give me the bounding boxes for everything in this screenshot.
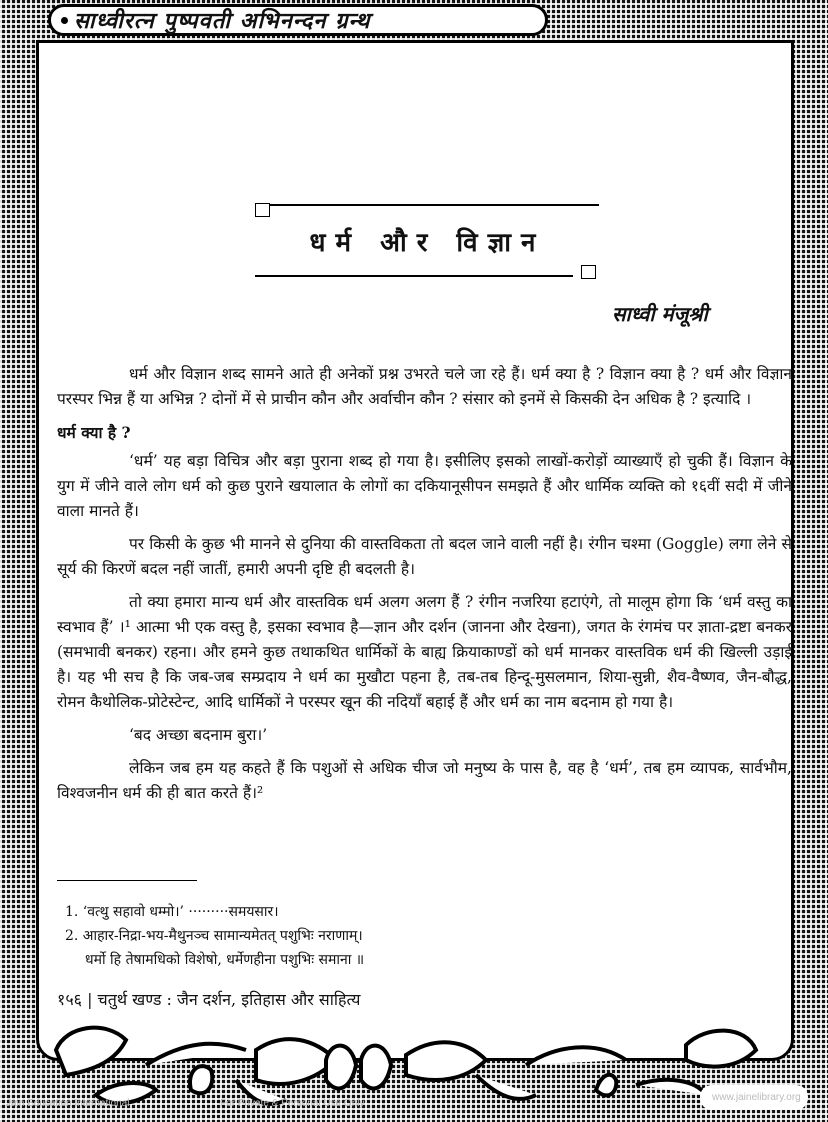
footnote-2-continued: धर्मो हि तेषामधिको विशेषो, धर्मेणहीना पशुभिः समाना ॥ xyxy=(85,952,365,968)
footnote-divider xyxy=(57,880,197,881)
footnote-1: 1. ‘वत्थु सहावो धम्मो।’ ·········समयसार। xyxy=(65,904,279,920)
watermark-right[interactable]: www.jainelibrary.org xyxy=(712,1092,801,1103)
body-paragraph: लेकिन जब हम यह कहते हैं कि पशुओं से अधिक चीज जो मनुष्य के पास है, वह है ‘धर्म’, तब हम व्यापक, सार्वभौम, विश्वजनीन धर्म की ही बात करते हैं।² xyxy=(57,759,792,802)
watermark-left: Jain Education International xyxy=(6,1098,130,1109)
corner-square-icon xyxy=(581,265,596,279)
body-paragraph: पर किसी के कुछ भी मानने से दुनिया की वास्तविकता तो बदल जाने वाली नहीं है। रंगीन चश्मा (Goggle) लगा लेने से सूर्य की किरणें बदल नहीं जातीं, हमारी अपनी दृष्टि ही बदलती है। xyxy=(57,535,792,578)
footer-separator: | xyxy=(87,990,93,1009)
watermark-center: For Private & Personal Use Only xyxy=(220,1098,365,1109)
author-name: साध्वी मंजूश्री xyxy=(612,302,708,326)
title-rule-top xyxy=(269,204,599,206)
footnote-2: 2. आहार-निद्रा-भय-मैथुनञ्च सामान्यमेतत् पशुभिः नराणाम्। xyxy=(65,928,363,944)
floral-vine-ornament-icon xyxy=(36,1020,796,1110)
title-rule-bottom xyxy=(255,275,573,277)
article-body xyxy=(57,362,792,814)
section-heading: धर्म क्या है ? xyxy=(57,423,131,442)
body-paragraph: तो क्या हमारा मान्य धर्म और वास्तविक धर्म अलग अलग हैं ? रंगीन नजरिया हटाएंगे, तो मालूम होगा कि ‘धर्म वस्तु का स्वभाव हैं’ ।¹ आत्मा भी एक वस्तु है, इसका स्वभाव है—ज्ञान और दर्शन (जानना और देखना), जगत के रंगमंच पर ज्ञाता-द्रष्टा बनकर (समभावी बनकर) रहना। और हमने कुछ तथाकथित धार्मिकों के बाह्य क्रियाकाण्डों को धर्म मानकर वास्तविक धर्म की खिल्ली उड़ाई है। यह भी सच है कि जब-जब सम्प्रदाय ने धर्म का मुखौटा पहना है, तब-तब हिन्दू-मुसलमान, शिया-सुन्नी, शैव-वैष्णव, जैन-बौद्ध, रोमन कैथोलिक-प्रोटेस्टेन्ट, आदि धार्मिकों ने परस्पर खून की नदियाँ बहाई हैं और धर्म का नाम बदनाम हो गया है। xyxy=(57,593,792,711)
body-paragraph: ‘धर्म’ यह बड़ा विचित्र और बड़ा पुराना शब्द हो गया है। इसीलिए इसको लाखों-करोड़ों व्याख्याएँ हो चुकी हैं। विज्ञान के युग में जीने वाले लोग धर्म को कुछ पुराने खयालात के लोगों का दकियानूसीपन समझते हैं और धार्मिक व्यक्ति को १६वीं सदी में जीने वाला मानते हैं। xyxy=(57,452,792,520)
intro-paragraph: धर्म और विज्ञान शब्द सामने आते ही अनेकों प्रश्न उभरते चले जा रहे हैं। धर्म क्या है ? विज्ञान क्या है ? धर्म और विज्ञान परस्पर भिन्न हैं या अभिन्न ? दोनों में से प्राचीन कौन और अर्वाचीन कौन ? संसार को इनमें से किसकी देन अधिक है ? इत्यादि । xyxy=(57,365,792,408)
section-name: चतुर्थ खण्ड : जैन दर्शन, इतिहास और साहित्य xyxy=(97,990,361,1009)
quote-line: ‘बद अच्छा बदनाम बुरा।’ xyxy=(129,726,268,744)
page-number: १५६ xyxy=(57,990,82,1009)
book-title-banner xyxy=(48,4,548,36)
footnotes xyxy=(65,900,364,972)
corner-square-icon xyxy=(255,203,270,217)
page-footer xyxy=(57,988,360,1010)
article-title-box xyxy=(255,203,600,278)
article-title: धर्म और विज्ञान xyxy=(309,228,546,258)
book-title: साध्वीरत्न पुष्पवती अभिनन्दन ग्रन्थ xyxy=(74,9,371,34)
bullet-icon xyxy=(61,17,68,24)
